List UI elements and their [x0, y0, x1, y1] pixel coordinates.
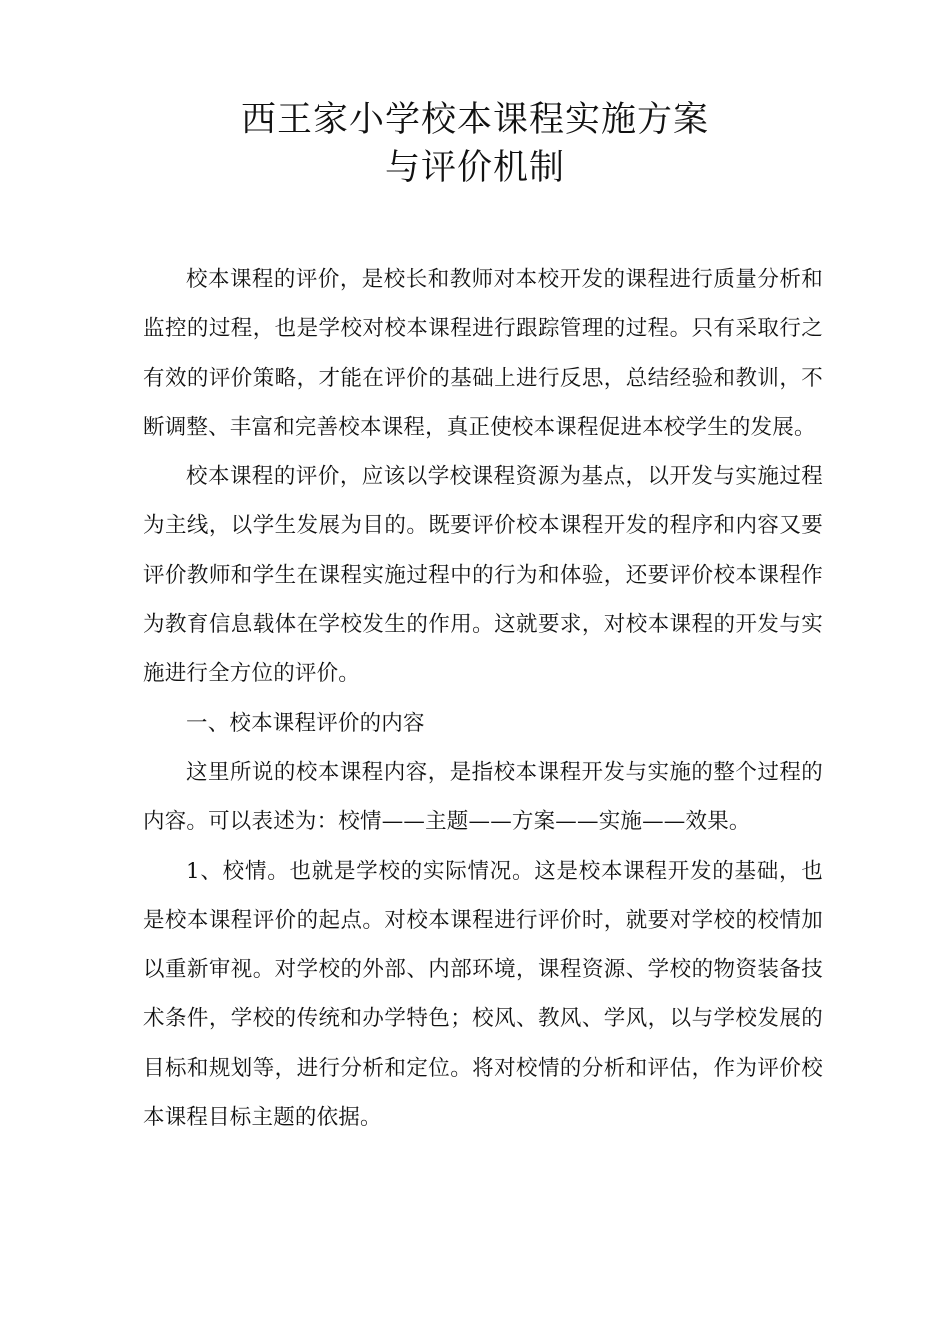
document-body: [143, 255, 823, 1142]
document-title-line-1: 西王家小学校本课程实施方案: [240, 100, 709, 140]
paragraph-evaluation-basis: 校本课程的评价，应该以学校课程资源为基点，以开发与实施过程为主线，以学生发展为目的。既要评价校本课程开发的程序和内容又要评价教师和学生在课程实施过程中的行为和体验，还要评价校本课程作为教育信息载体在学校发生的作用。这就要求，对校本课程的开发与实施进行全方位的评价。: [143, 464, 823, 687]
section-heading-evaluation-content: 一、校本课程评价的内容: [186, 710, 425, 736]
paragraph-school-situation: 1、校情。也就是学校的实际情况。这是校本课程开发的基础，也是校本课程评价的起点。对校本课程进行评价时，就要对学校的校情加以重新审视。对学校的外部、内部环境，课程资源、学校的物资装备技术条件，学校的传统和办学特色；校风、教风、学风，以与学校发展的目标和规划等，进行分析和定位。将对校情的分析和评估，作为评价校本课程目标主题的依据。: [143, 858, 823, 1131]
paragraph-evaluation-definition: 校本课程的评价，是校长和教师对本校开发的课程进行质量分析和监控的过程，也是学校对校本课程进行跟踪管理的过程。只有采取行之有效的评价策略，才能在评价的基础上进行反思，总结经验和教训，不断调整、丰富和完善校本课程，真正使校本课程促进本校学生的发展。: [143, 267, 823, 440]
paragraph-content-description: 这里所说的校本课程内容，是指校本课程开发与实施的整个过程的内容。可以表述为：校情——主题——方案——实施——效果。: [143, 759, 823, 835]
document-title-line-2: 与评价机制: [384, 148, 565, 188]
